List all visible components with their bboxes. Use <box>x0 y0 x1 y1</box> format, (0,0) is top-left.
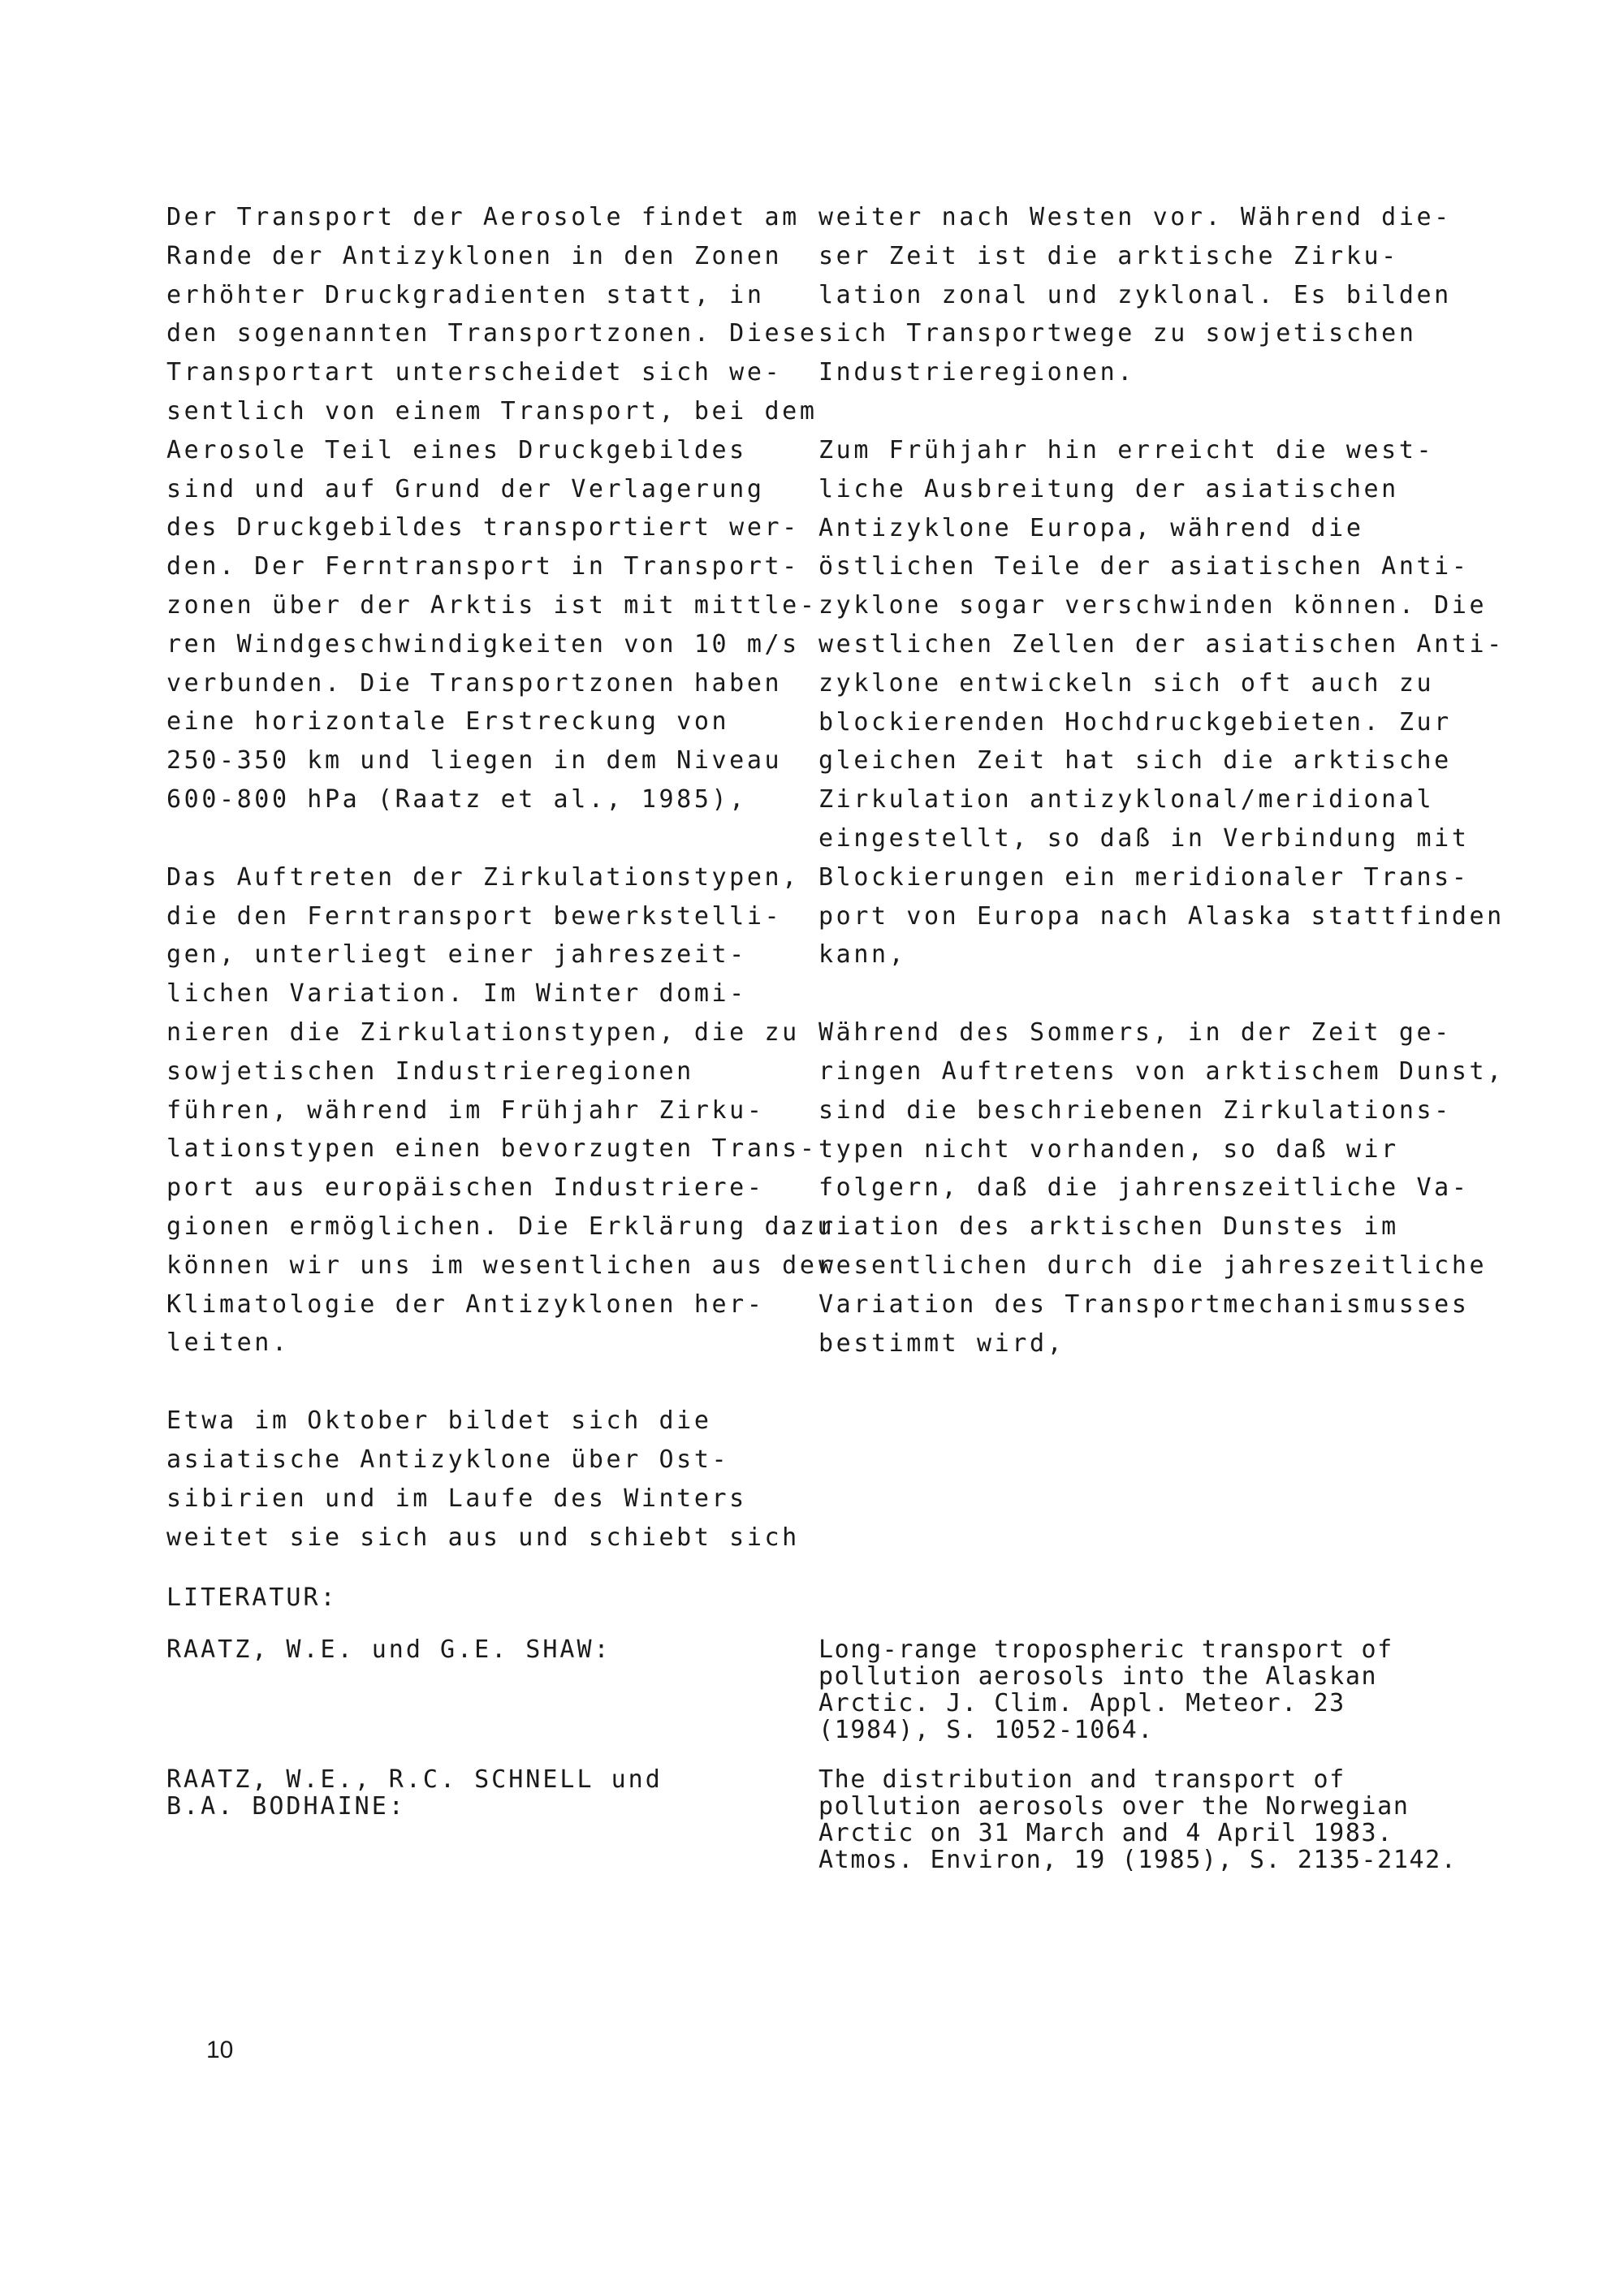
paragraph <box>818 198 1452 392</box>
text-line: typen nicht vorhanden, so daß wir <box>818 1134 1399 1164</box>
text-line: port von Europa nach Alaska stattfinden <box>818 901 1505 931</box>
text-line: westlichen Zellen der asiatischen Anti- <box>818 629 1505 659</box>
text-line: sibirien und im Laufe des Winters <box>166 1484 747 1513</box>
text-line: Antizyklone Europa, während die <box>818 513 1364 542</box>
text-line: lationstypen einen bevorzugten Trans- <box>166 1134 818 1164</box>
text-line: zyklone sogar verschwinden können. Die <box>818 591 1488 620</box>
reference-author-line: RAATZ, W.E. und G.E. SHAW: <box>166 1635 611 1664</box>
text-line: Zum Frühjahr hin erreicht die west- <box>818 435 1435 464</box>
reference-title-line: Arctic on 31 March and 4 April 1983. <box>818 1819 1393 1847</box>
text-line: port aus europäischen Industriere- <box>166 1173 765 1203</box>
reference-1-authors <box>166 1636 611 1663</box>
reference-title-line: Arctic. J. Clim. Appl. Meteor. 23 <box>818 1689 1345 1717</box>
text-line: den. Der Ferntransport in Transport- <box>166 552 800 581</box>
text-line: zyklone entwickeln sich oft auch zu <box>818 668 1435 698</box>
text-line: Während des Sommers, in der Zeit ge- <box>818 1018 1452 1048</box>
text-line: Aerosole Teil eines Druckgebildes <box>166 435 747 464</box>
paragraph <box>166 858 836 1363</box>
text-line: riation des arktischen Dunstes im <box>818 1212 1399 1242</box>
text-line: Blockierungen ein meridionaler Trans- <box>818 862 1470 892</box>
reference-author-line: B.A. BODHAINE: <box>166 1792 406 1821</box>
text-line: sich Transportwege zu sowjetischen <box>818 319 1417 348</box>
text-line: blockierenden Hochdruckgebieten. Zur <box>818 707 1452 737</box>
text-line: bestimmt wird, <box>818 1328 1065 1358</box>
text-line: weitet sie sich aus und schiebt sich <box>166 1523 800 1552</box>
text-line: lichen Variation. Im Winter domi- <box>166 979 747 1009</box>
text-line: erhöhter Druckgradienten statt, in <box>166 280 765 309</box>
reference-title-line: Atmos. Environ, 19 (1985), S. 2135-2142. <box>818 1846 1458 1874</box>
text-line: gleichen Zeit hat sich die arktische <box>818 746 1452 775</box>
text-line: kann, <box>818 940 907 970</box>
text-line: sowjetischen Industrieregionen <box>166 1056 694 1086</box>
text-line: des Druckgebildes transportiert wer- <box>166 513 800 542</box>
text-line: eine horizontale Erstreckung von <box>166 707 730 737</box>
text-line: können wir uns im wesentlichen aus der <box>166 1251 836 1280</box>
reference-2-title <box>818 1766 1457 1873</box>
literature-heading: LITERATUR: <box>166 1583 338 1612</box>
text-line: Klimatologie der Antizyklonen her- <box>166 1290 765 1319</box>
text-line: Rande der Antizyklonen in den Zonen <box>166 241 783 270</box>
text-line: den sogenannten Transportzonen. Diese <box>166 319 818 348</box>
text-line: Variation des Transportmechanismusses <box>818 1290 1470 1319</box>
text-line: Zirkulation antizyklonal/meridional <box>818 785 1435 814</box>
reference-title-line: pollution aerosols into the Alaskan <box>818 1662 1378 1691</box>
text-line: Industrieregionen. <box>818 358 1135 387</box>
text-line: Der Transport der Aerosole findet am <box>166 203 800 231</box>
paragraph <box>166 198 818 819</box>
text-line: eingestellt, so daß in Verbindung mit <box>818 823 1470 853</box>
text-line: verbunden. Die Transportzonen haben <box>166 668 783 698</box>
text-line: leiten. <box>166 1328 290 1358</box>
text-line: lation zonal und zyklonal. Es bilden <box>818 280 1452 309</box>
text-line: Etwa im Oktober bildet sich die <box>166 1406 712 1436</box>
text-line: zonen über der Arktis ist mit mittle- <box>166 590 818 620</box>
reference-2-authors <box>166 1766 663 1820</box>
text-line: wesentlichen durch die jahreszeitliche <box>818 1251 1488 1280</box>
text-line: sind die beschriebenen Zirkulations- <box>818 1095 1452 1125</box>
left-column <box>166 198 836 1596</box>
text-line: asiatische Antizyklone über Ost- <box>166 1445 730 1474</box>
text-line: östlichen Teile der asiatischen Anti- <box>818 552 1470 581</box>
text-line: 250-350 km und liegen in dem Niveau <box>166 746 783 775</box>
paragraph <box>818 1013 1505 1363</box>
text-line: gionen ermöglichen. Die Erklärung dazu <box>166 1212 836 1241</box>
reference-author-line: RAATZ, W.E., R.C. SCHNELL und <box>166 1765 663 1794</box>
text-line: die den Ferntransport bewerkstelli- <box>166 901 783 931</box>
paragraph <box>818 431 1505 974</box>
reference-title-line: pollution aerosols over the Norwegian <box>818 1792 1410 1821</box>
reference-title-line: Long-range tropospheric transport of <box>818 1635 1393 1664</box>
text-line: Transportart unterscheidet sich we- <box>166 358 783 387</box>
page-number: 10 <box>206 2037 234 2063</box>
text-line: ren Windgeschwindigkeiten von 10 m/s <box>166 629 800 659</box>
reference-1-title <box>818 1636 1393 1743</box>
text-line: liche Ausbreitung der asiatischen <box>818 474 1399 503</box>
text-line: 600-800 hPa (Raatz et al., 1985), <box>166 784 747 814</box>
text-line: nieren die Zirkulationstypen, die zu <box>166 1017 800 1047</box>
reference-title-line: (1984), S. 1052-1064. <box>818 1716 1154 1744</box>
text-line: ringen Auftretens von arktischem Dunst, <box>818 1056 1505 1086</box>
text-line: sind und auf Grund der Verlagerung <box>166 474 765 503</box>
reference-title-line: The distribution and transport of <box>818 1765 1345 1794</box>
right-column <box>818 198 1505 1402</box>
paragraph <box>166 1402 800 1557</box>
text-line: gen, unterliegt einer jahreszeit- <box>166 940 747 970</box>
text-line: Das Auftreten der Zirkulationstypen, <box>166 862 800 892</box>
text-line: ser Zeit ist die arktische Zirku- <box>818 241 1399 270</box>
text-line: führen, während im Frühjahr Zirku- <box>166 1095 765 1125</box>
text-line: weiter nach Westen vor. Während die- <box>818 203 1452 231</box>
text-line: sentlich von einem Transport, bei dem <box>166 396 818 426</box>
text-line: folgern, daß die jahrenszeitliche Va- <box>818 1173 1470 1203</box>
